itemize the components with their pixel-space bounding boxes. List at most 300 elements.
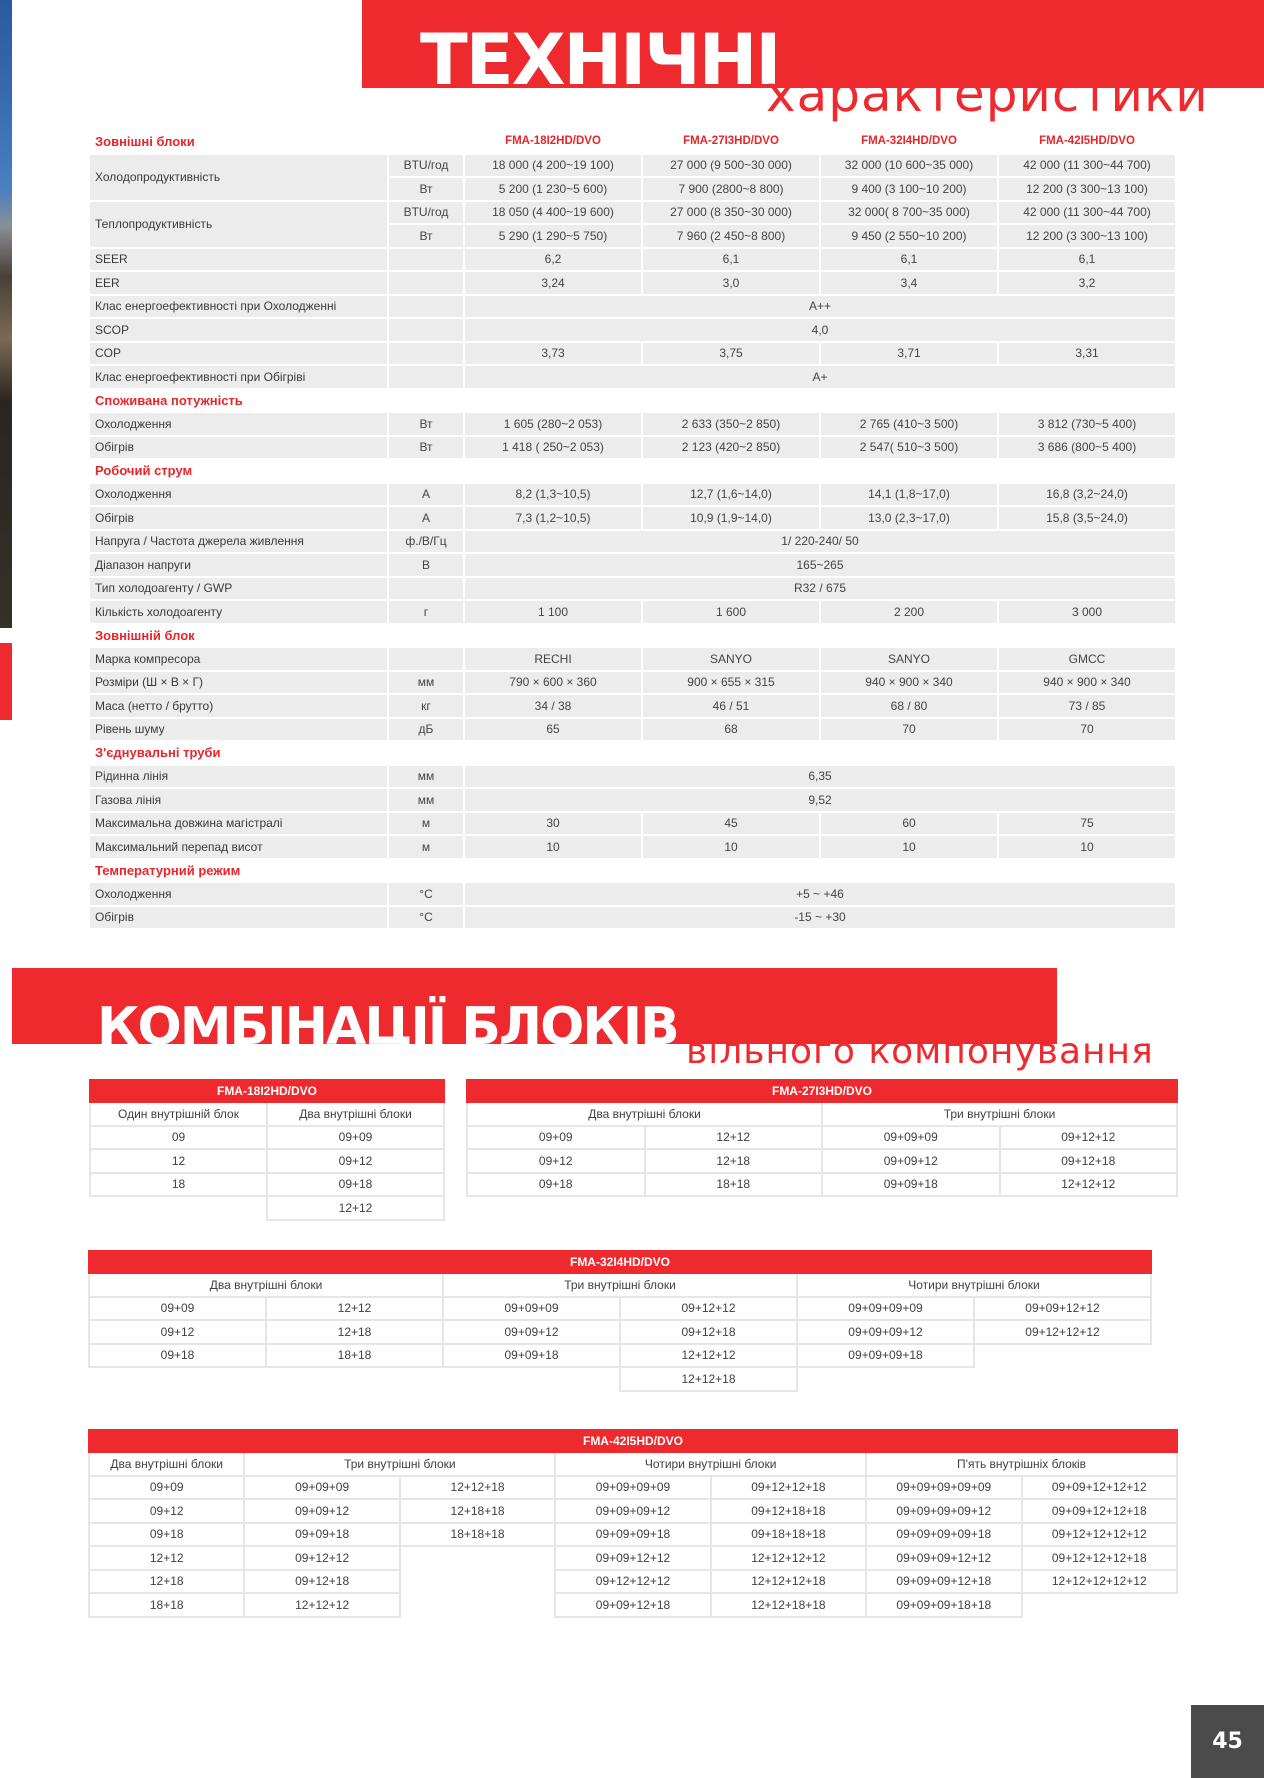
spec-value: 32 000( 8 700~35 000) (821, 202, 997, 224)
spec-row (90, 836, 1175, 858)
spec-value: 3,4 (821, 272, 997, 294)
spec-row-label: Охолодження (90, 883, 387, 905)
combo-group-label: Три внутрішні блоки (443, 1273, 797, 1297)
spec-value: 18 050 (4 400~19 600) (465, 202, 641, 224)
combo-group-label: П'ять внутрішніх блоків (866, 1452, 1177, 1476)
combo-cell: 09+18 (89, 1523, 244, 1547)
combo-cell: 09+09+12+12 (555, 1546, 710, 1570)
combo-cell: 09+12+12+12+18 (1022, 1546, 1177, 1570)
spec-row (90, 578, 1175, 600)
spec-unit: А (389, 484, 463, 506)
spec-value: 7 900 (2800~8 800) (643, 178, 819, 200)
spec-unit: Вт (389, 413, 463, 435)
spec-value: 10 (999, 836, 1175, 858)
combo-cell: 09+12+12 (620, 1297, 797, 1321)
combo-cell: 09+12+18 (244, 1570, 399, 1594)
spec-unit: кг (389, 695, 463, 717)
spec-value: 6,1 (999, 249, 1175, 271)
combo-cell: 12+12+12 (620, 1344, 797, 1368)
combo-empty-cell (400, 1546, 555, 1570)
header-subtitle-combos: вільного компонування (686, 1031, 1154, 1072)
spec-value: 2 633 (350~2 850) (643, 413, 819, 435)
combo-cell: 12+18 (89, 1570, 244, 1594)
spec-value: 34 / 38 (465, 695, 641, 717)
combo-cell: 09+18 (267, 1173, 444, 1197)
spec-value: 16,8 (3,2~24,0) (999, 484, 1175, 506)
spec-value: 4,0 (465, 319, 1175, 341)
spec-row (90, 531, 1175, 553)
spec-value: 1 418 ( 250~2 053) (465, 437, 641, 459)
spec-value: 5 200 (1 230~5 600) (465, 178, 641, 200)
spec-value: 9 400 (3 100~10 200) (821, 178, 997, 200)
spec-value: 12,7 (1,6~14,0) (643, 484, 819, 506)
spec-unit (389, 249, 463, 271)
combo-row (89, 1367, 1151, 1391)
combo-empty-cell (400, 1593, 555, 1617)
spec-row (90, 296, 1175, 318)
combo-table-27 (466, 1079, 1178, 1197)
combo-cell: 12+12 (266, 1297, 443, 1321)
spec-row-label: Рівень шуму (90, 719, 387, 741)
spec-header-row (90, 131, 1175, 153)
spec-row (90, 907, 1175, 929)
spec-value: 3,2 (999, 272, 1175, 294)
spec-value: 2 547( 510~3 500) (821, 437, 997, 459)
combo-cell: 12+12 (645, 1126, 823, 1150)
combo-cell: 09+09+09+09+12 (866, 1499, 1021, 1523)
combo-title-row (467, 1080, 1177, 1102)
combo-cell: 12+12+18 (400, 1476, 555, 1500)
combo-cell: 09+12+12+12+12 (1022, 1523, 1177, 1547)
combo-table-32 (88, 1250, 1152, 1392)
combo-cell: 09+09+09+12+18 (866, 1570, 1021, 1594)
spec-value: 6,1 (821, 249, 997, 271)
combo-cell: 09+18 (467, 1173, 645, 1197)
spec-section-row (90, 860, 1175, 882)
spec-value: 1 605 (280~2 053) (465, 413, 641, 435)
combo-cell: 09+09+12 (244, 1499, 399, 1523)
combo-cell: 09+12+18+18 (711, 1499, 866, 1523)
spec-value: SANYO (821, 648, 997, 670)
spec-row (90, 507, 1175, 529)
spec-row (90, 554, 1175, 576)
spec-value: 70 (999, 719, 1175, 741)
spec-unit: А (389, 507, 463, 529)
spec-row (90, 813, 1175, 835)
spec-value: 1/ 220-240/ 50 (465, 531, 1175, 553)
spec-value: 2 200 (821, 601, 997, 623)
spec-row-label: Напруга / Частота джерела живлення (90, 531, 387, 553)
combo-cell: 09+18 (89, 1344, 266, 1368)
combo-empty-cell (90, 1196, 267, 1220)
combo-row (89, 1546, 1177, 1570)
spec-row-label: Марка компресора (90, 648, 387, 670)
spec-value: 900 × 655 × 315 (643, 672, 819, 694)
spec-value: 5 290 (1 290~5 750) (465, 225, 641, 247)
spec-value: 9 450 (2 550~10 200) (821, 225, 997, 247)
combo-empty-cell (266, 1367, 443, 1391)
spec-unit: м (389, 813, 463, 835)
spec-value: -15 ~ +30 (465, 907, 1175, 929)
spec-value: +5 ~ +46 (465, 883, 1175, 905)
combo-empty-cell (89, 1367, 266, 1391)
spec-unit (389, 296, 463, 318)
combo-title-row (89, 1251, 1151, 1273)
edge-photo-strip (0, 0, 12, 628)
spec-value: 27 000 (9 500~30 000) (643, 155, 819, 177)
combo-cell: 09+09+12 (443, 1320, 620, 1344)
spec-row-label: Маса (нетто / брутто) (90, 695, 387, 717)
spec-table (88, 129, 1177, 930)
spec-value: 3,31 (999, 343, 1175, 365)
spec-row (90, 249, 1175, 271)
combo-title-row (90, 1080, 444, 1102)
combo-cell: 09+12+12 (1000, 1126, 1178, 1150)
spec-value: 7 960 (2 450~8 800) (643, 225, 819, 247)
combo-cell: 09+09+09 (443, 1297, 620, 1321)
spec-unit: мм (389, 672, 463, 694)
spec-unit: ф./В/Гц (389, 531, 463, 553)
combo-cell: 09+12+12+18 (711, 1476, 866, 1500)
spec-row-label: Діапазон напруги (90, 554, 387, 576)
spec-value: 15,8 (3,5~24,0) (999, 507, 1175, 529)
spec-blank-cell (389, 131, 463, 153)
spec-row (90, 202, 1175, 224)
spec-row (90, 437, 1175, 459)
combo-cell: 09+09+09+12 (797, 1320, 974, 1344)
spec-row (90, 648, 1175, 670)
spec-row (90, 366, 1175, 388)
model-header: FMA-18I2HD/DVO (505, 135, 601, 147)
spec-section-title: Температурний режим (95, 862, 241, 878)
combo-cell: 09+12+12+12 (555, 1570, 710, 1594)
combo-row (90, 1196, 444, 1220)
spec-row (90, 319, 1175, 341)
spec-value: 32 000 (10 600~35 000) (821, 155, 997, 177)
combo-cell: 09+09+09 (822, 1126, 1000, 1150)
combo-cell: 12+12+18+18 (711, 1593, 866, 1617)
spec-row-label: Максимальний перепад висот (90, 836, 387, 858)
combo-cell: 09+09+09+09 (797, 1297, 974, 1321)
combo-row (90, 1173, 444, 1197)
spec-value: 6,35 (465, 766, 1175, 788)
combo-row (467, 1126, 1177, 1150)
spec-unit: м (389, 836, 463, 858)
spec-value: 42 000 (11 300~44 700) (999, 202, 1175, 224)
spec-value: 3,73 (465, 343, 641, 365)
spec-section-row (90, 460, 1175, 482)
combo-cell: 09+09+12+12+12 (1022, 1476, 1177, 1500)
combo-cell: 09+09+09+18 (555, 1523, 710, 1547)
combo-cell: 12+12+12+12 (711, 1546, 866, 1570)
spec-value: 65 (465, 719, 641, 741)
combo-row (90, 1126, 444, 1150)
combo-group-label: Один внутрішній блок (90, 1102, 267, 1126)
spec-row-label: Охолодження (90, 413, 387, 435)
combo-row (467, 1173, 1177, 1197)
spec-value: 3 812 (730~5 400) (999, 413, 1175, 435)
combo-cell: 09+09+12+12+18 (1022, 1499, 1177, 1523)
spec-unit: мм (389, 766, 463, 788)
spec-unit (389, 272, 463, 294)
combo-row (89, 1320, 1151, 1344)
combo-cell: 18+18+18 (400, 1523, 555, 1547)
spec-row-label: SCOP (90, 319, 387, 341)
spec-unit (389, 366, 463, 388)
spec-section-row (90, 625, 1175, 647)
spec-unit: BTU/год (389, 202, 463, 224)
spec-value: 165~265 (465, 554, 1175, 576)
spec-row-label: Теплопродуктивність (90, 202, 387, 247)
combo-cell: 09+09+18 (244, 1523, 399, 1547)
spec-unit: Вт (389, 437, 463, 459)
combo-empty-cell (1022, 1593, 1177, 1617)
spec-value: 27 000 (8 350~30 000) (643, 202, 819, 224)
combo-row (89, 1570, 1177, 1594)
combo-cell: 18+18 (645, 1173, 823, 1197)
combo-cell: 09+09+18 (443, 1344, 620, 1368)
combo-cell: 12+12+12 (244, 1593, 399, 1617)
spec-value: 3,24 (465, 272, 641, 294)
combo-cell: 09+12 (89, 1499, 244, 1523)
spec-value: GMCC (999, 648, 1175, 670)
combo-group-row (89, 1452, 1177, 1476)
spec-row-label: Максимальна довжина магістралі (90, 813, 387, 835)
spec-section-title: Споживана потужність (95, 392, 243, 408)
combo-cell: 12+12+12 (1000, 1173, 1178, 1197)
spec-value: 10 (643, 836, 819, 858)
spec-value: 8,2 (1,3~10,5) (465, 484, 641, 506)
combo-cell: 09+09 (89, 1476, 244, 1500)
combo-cell: 12 (90, 1149, 267, 1173)
combo-cell: 09+12+12+12 (974, 1320, 1151, 1344)
combo-cell: 09+18+18+18 (711, 1523, 866, 1547)
spec-row-label: Газова лінія (90, 789, 387, 811)
combo-row (467, 1149, 1177, 1173)
spec-value: 12 200 (3 300~13 100) (999, 225, 1175, 247)
combo-cell: 18+18 (266, 1344, 443, 1368)
spec-value: 70 (821, 719, 997, 741)
spec-section-title: Робочий струм (95, 463, 193, 479)
combo-empty-cell (974, 1367, 1151, 1391)
spec-value: 3,0 (643, 272, 819, 294)
combo-group-label: Три внутрішні блоки (822, 1102, 1177, 1126)
spec-row (90, 343, 1175, 365)
spec-section-title: З'єднувальні труби (95, 745, 221, 761)
combo-cell: 09+12+12 (244, 1546, 399, 1570)
spec-row-label: Обігрів (90, 507, 387, 529)
combo-cell: 09+09 (89, 1297, 266, 1321)
spec-value: 46 / 51 (643, 695, 819, 717)
spec-row (90, 155, 1175, 177)
combo-group-row (89, 1273, 1151, 1297)
spec-row-label: Охолодження (90, 484, 387, 506)
combo-cell: 12+12+18 (620, 1367, 797, 1391)
spec-section-title: Зовнішній блок (95, 627, 195, 643)
spec-value: 6,1 (643, 249, 819, 271)
spec-row-label: Обігрів (90, 907, 387, 929)
spec-row (90, 484, 1175, 506)
combo-group-label: Два внутрішні блоки (89, 1273, 443, 1297)
spec-unit: дБ (389, 719, 463, 741)
combo-empty-cell (400, 1570, 555, 1594)
model-header: FMA-42I5HD/DVO (1039, 135, 1135, 147)
spec-value: 1 100 (465, 601, 641, 623)
combo-group-label: Два внутрішні блоки (467, 1102, 822, 1126)
combo-cell: 12+18+18 (400, 1499, 555, 1523)
combo-cell: 09+09+09+09 (555, 1476, 710, 1500)
spec-value: SANYO (643, 648, 819, 670)
combo-cell: 09+09+12+12 (974, 1297, 1151, 1321)
combo-row (89, 1344, 1151, 1368)
spec-value: 3 000 (999, 601, 1175, 623)
spec-row-label: Холодопродуктивність (90, 155, 387, 200)
combo-empty-cell (797, 1367, 974, 1391)
spec-unit: г (389, 601, 463, 623)
spec-row-label: Кількість холодоагенту (90, 601, 387, 623)
spec-value: 30 (465, 813, 641, 835)
spec-section-row (90, 390, 1175, 412)
header-subtitle-specs: характеристики (766, 65, 1209, 123)
combo-cell: 12+12+12+12+12 (1022, 1570, 1177, 1594)
spec-value: 2 765 (410~3 500) (821, 413, 997, 435)
spec-value: 12 200 (3 300~13 100) (999, 178, 1175, 200)
combo-group-label: Два внутрішні блоки (89, 1452, 244, 1476)
spec-unit (389, 319, 463, 341)
combo-group-row (467, 1102, 1177, 1126)
combo-row (89, 1476, 1177, 1500)
spec-row (90, 883, 1175, 905)
spec-value: A++ (465, 296, 1175, 318)
edge-red-tab (0, 643, 12, 720)
spec-value: 6,2 (465, 249, 641, 271)
spec-row (90, 695, 1175, 717)
spec-value: 10,9 (1,9~14,0) (643, 507, 819, 529)
combo-cell: 12+12 (89, 1546, 244, 1570)
combo-group-row (90, 1102, 444, 1126)
spec-value: 42 000 (11 300~44 700) (999, 155, 1175, 177)
combo-empty-cell (443, 1367, 620, 1391)
combo-table-42 (88, 1429, 1178, 1618)
combo-model-title: FMA-42I5HD/DVO (89, 1430, 1177, 1452)
combo-cell: 09+12+18 (620, 1320, 797, 1344)
combo-group-label: Два внутрішні блоки (267, 1102, 444, 1126)
spec-row-label: SEER (90, 249, 387, 271)
combo-cell: 09+09+09+09+09 (866, 1476, 1021, 1500)
spec-unit (389, 343, 463, 365)
spec-row (90, 672, 1175, 694)
spec-value: 14,1 (1,8~17,0) (821, 484, 997, 506)
spec-value: 940 × 900 × 340 (821, 672, 997, 694)
spec-value: 940 × 900 × 340 (999, 672, 1175, 694)
combo-cell: 09+09+09+09+18 (866, 1523, 1021, 1547)
spec-unit (389, 578, 463, 600)
spec-row (90, 272, 1175, 294)
spec-value: 13,0 (2,3~17,0) (821, 507, 997, 529)
spec-value: 10 (465, 836, 641, 858)
page-number: 45 (1191, 1705, 1264, 1778)
spec-value: A+ (465, 366, 1175, 388)
combo-row (89, 1297, 1151, 1321)
combo-model-title: FMA-27I3HD/DVO (467, 1080, 1177, 1102)
spec-value: 45 (643, 813, 819, 835)
spec-row-label: Тип холодоагенту / GWP (90, 578, 387, 600)
combo-cell: 09+09 (467, 1126, 645, 1150)
spec-value: 10 (821, 836, 997, 858)
spec-unit: Вт (389, 225, 463, 247)
combo-group-label: Чотири внутрішні блоки (555, 1452, 866, 1476)
combo-cell: 09+09+09+12 (555, 1499, 710, 1523)
combo-row (89, 1523, 1177, 1547)
spec-value: 18 000 (4 200~19 100) (465, 155, 641, 177)
combo-group-label: Чотири внутрішні блоки (797, 1273, 1151, 1297)
model-header: FMA-32I4HD/DVO (861, 135, 957, 147)
spec-unit: BTU/год (389, 155, 463, 177)
spec-unit: °С (389, 907, 463, 929)
header-title-specs: ТЕХНІЧНІ (420, 19, 780, 101)
header-title-combos: КОМБІНАЦІЇ БЛОКІВ (97, 997, 678, 1057)
spec-row-label: EER (90, 272, 387, 294)
combo-cell: 12+18 (645, 1149, 823, 1173)
combo-cell: 09+09+09+18 (797, 1344, 974, 1368)
combo-title-row (89, 1430, 1177, 1452)
model-header: FMA-27I3HD/DVO (683, 135, 779, 147)
combo-cell: 09+12 (467, 1149, 645, 1173)
combo-cell: 09+09 (267, 1126, 444, 1150)
combo-cell: 18+18 (89, 1593, 244, 1617)
combo-cell: 18 (90, 1173, 267, 1197)
spec-value: 9,52 (465, 789, 1175, 811)
spec-unit: мм (389, 789, 463, 811)
spec-row (90, 766, 1175, 788)
combo-empty-cell (974, 1344, 1151, 1368)
combo-cell: 09+12+18 (1000, 1149, 1178, 1173)
spec-unit (389, 648, 463, 670)
spec-value: 60 (821, 813, 997, 835)
combo-model-title: FMA-32I4HD/DVO (89, 1251, 1151, 1273)
spec-value: 790 × 600 × 360 (465, 672, 641, 694)
spec-value: 68 (643, 719, 819, 741)
combo-cell: 09+09+12 (822, 1149, 1000, 1173)
spec-value: 3,71 (821, 343, 997, 365)
combo-cell: 09+12 (89, 1320, 266, 1344)
spec-value: RECHI (465, 648, 641, 670)
combo-cell: 09+12 (267, 1149, 444, 1173)
combo-row (90, 1149, 444, 1173)
combo-cell: 09+09+09+18+18 (866, 1593, 1021, 1617)
combo-cell: 12+12+12+18 (711, 1570, 866, 1594)
spec-value: R32 / 675 (465, 578, 1175, 600)
spec-value: 7,3 (1,2~10,5) (465, 507, 641, 529)
combo-row (89, 1593, 1177, 1617)
spec-unit: °С (389, 883, 463, 905)
spec-unit: В (389, 554, 463, 576)
combo-cell: 12+18 (266, 1320, 443, 1344)
spec-value: 1 600 (643, 601, 819, 623)
spec-value: 3,75 (643, 343, 819, 365)
combo-cell: 09+09+09 (244, 1476, 399, 1500)
spec-row (90, 719, 1175, 741)
combo-model-title: FMA-18I2HD/DVO (90, 1080, 444, 1102)
spec-row (90, 413, 1175, 435)
spec-row-label: COP (90, 343, 387, 365)
combo-cell: 09+09+18 (822, 1173, 1000, 1197)
spec-unit: Вт (389, 178, 463, 200)
spec-row-label: Розміри (Ш × В × Г) (90, 672, 387, 694)
combo-row (89, 1499, 1177, 1523)
spec-section-row (90, 742, 1175, 764)
combo-cell: 09+09+12+18 (555, 1593, 710, 1617)
